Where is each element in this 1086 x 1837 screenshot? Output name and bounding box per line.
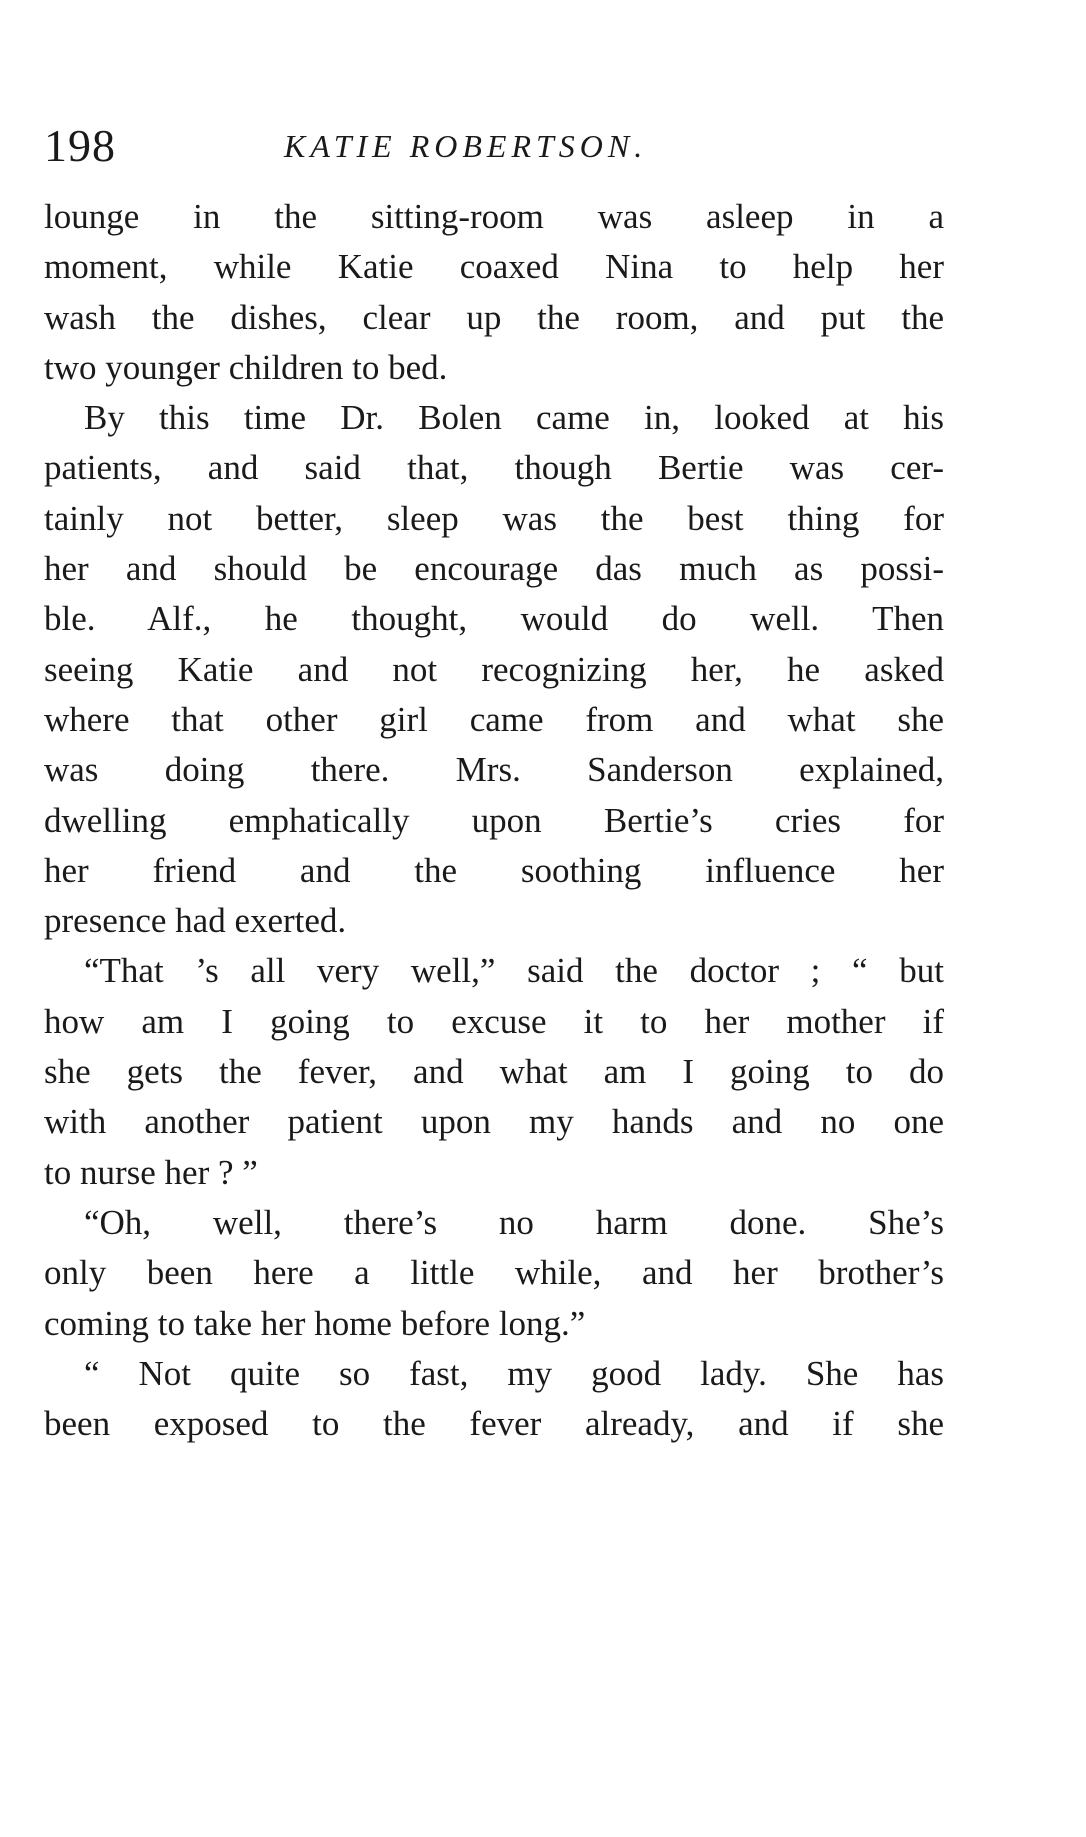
text-line: where that other girl came from and what she <box>44 699 944 739</box>
text-line: she gets the fever, and what am I going to do <box>44 1052 944 1092</box>
text-line: “ Not quite so fast, my good lady. She has <box>84 1353 944 1393</box>
page-header <box>44 118 944 174</box>
text-line: how am I going to excuse it to her mother if <box>44 1001 944 1041</box>
text-line: only been here a little while, and her brother’s <box>44 1253 944 1293</box>
body-text <box>44 192 944 1449</box>
running-head: KATIE ROBERTSON. <box>284 128 648 164</box>
text-line: ble. Alf., he thought, would do well. Then <box>44 599 944 639</box>
page-number: 198 <box>44 120 116 171</box>
text-line: presence had exerted. <box>44 901 347 941</box>
text-line: her friend and the soothing influence her <box>44 850 944 890</box>
text-line: two younger children to bed. <box>44 347 448 387</box>
text-line: moment, while Katie coaxed Nina to help her <box>44 247 944 287</box>
text-line: was doing there. Mrs. Sanderson explained, <box>44 750 944 790</box>
text-line: patients, and said that, though Bertie was cer- <box>44 448 944 488</box>
text-line: seeing Katie and not recognizing her, he asked <box>44 649 944 689</box>
text-line: “Oh, well, there’s no harm done. She’s <box>84 1202 944 1242</box>
text-line: to nurse her ? ” <box>44 1152 258 1192</box>
text-line: wash the dishes, clear up the room, and put the <box>44 297 944 337</box>
text-line: “That ’s all very well,” said the doctor ; “ but <box>84 951 944 991</box>
text-line: with another patient upon my hands and no one <box>44 1102 944 1142</box>
text-line: dwelling emphatically upon Bertie’s cries for <box>44 800 944 840</box>
text-line: coming to take her home before long.” <box>44 1303 586 1343</box>
text-line: lounge in the sitting-room was asleep in a <box>44 197 944 236</box>
text-line: tainly not better, sleep was the best thing for <box>44 498 944 538</box>
text-line: her and should be encourage das much as possi- <box>44 549 944 589</box>
text-line: By this time Dr. Bolen came in, looked at his <box>84 398 944 438</box>
text-line: been exposed to the fever already, and if she <box>44 1404 944 1444</box>
